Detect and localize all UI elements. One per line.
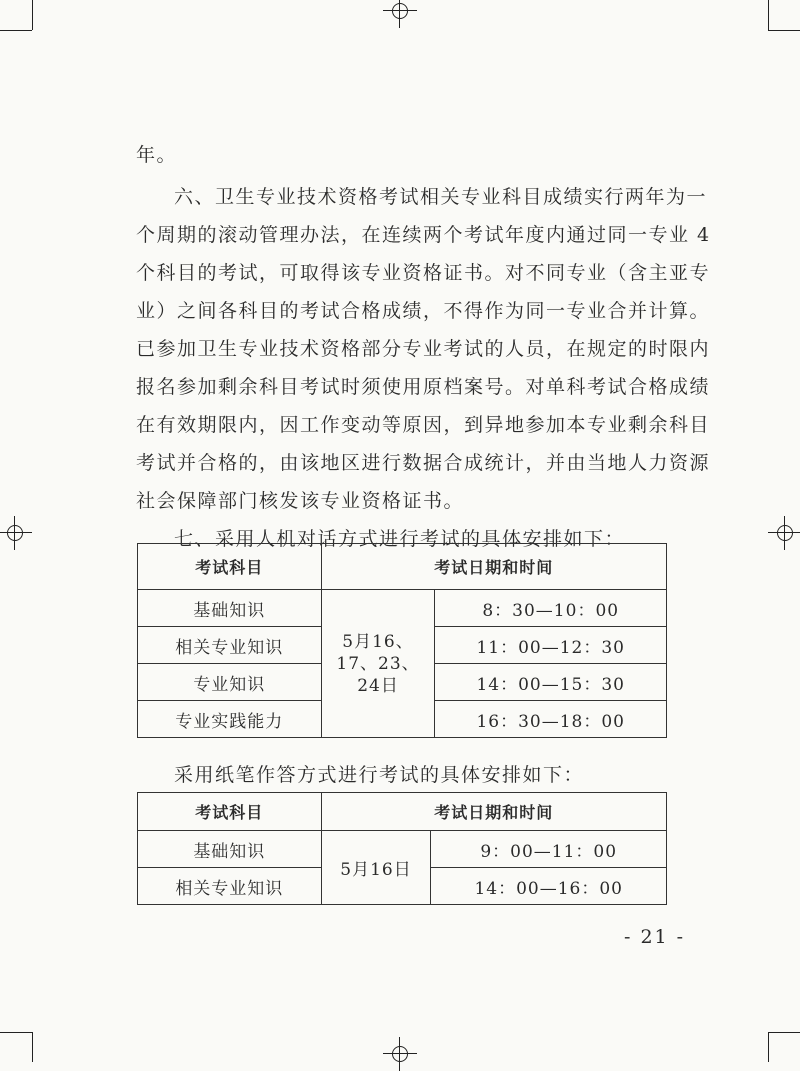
page-number: - 21 - xyxy=(624,926,686,948)
table-cell-subject: 基础知识 xyxy=(138,831,322,868)
table-cell-subject: 专业实践能力 xyxy=(138,701,322,738)
paragraph-line: 年。 xyxy=(136,144,178,166)
crop-mark xyxy=(0,1032,32,1033)
paper-exam-intro: 采用纸笔作答方式进行考试的具体安排如下： xyxy=(174,764,585,786)
crop-mark xyxy=(32,0,33,30)
paragraph-line: 考试并合格的，由该地区进行数据合成统计，并由当地人力资源 xyxy=(136,452,711,474)
table-cell-time: 8：30—10：00 xyxy=(435,590,667,627)
table-header-time: 考试日期和时间 xyxy=(321,793,666,831)
paragraph-line: 个周期的滚动管理办法，在连续两个考试年度内通过同一专业 4 xyxy=(136,224,711,246)
paper-exam-table xyxy=(137,792,667,905)
registration-mark-icon xyxy=(389,0,411,22)
table-cell-date xyxy=(321,831,431,905)
paragraph-line: 社会保障部门核发该专业资格证书。 xyxy=(136,490,465,512)
crop-mark xyxy=(768,1032,800,1033)
registration-mark-icon xyxy=(774,522,796,544)
paragraph-line: 在有效期限内，因工作变动等原因，到异地参加本专业剩余科目 xyxy=(136,414,711,436)
table-cell-subject: 专业知识 xyxy=(138,664,322,701)
crop-mark xyxy=(768,0,769,30)
computer-exam-table xyxy=(137,543,667,738)
exam-date: 5月16日 xyxy=(340,860,412,880)
crop-mark xyxy=(768,30,800,31)
crop-mark xyxy=(32,1032,33,1062)
crop-mark xyxy=(768,1032,769,1062)
exam-date: 5月16、17、23、24日 xyxy=(336,631,420,696)
table-cell-date xyxy=(321,590,435,738)
table-header-subject: 考试科目 xyxy=(138,793,322,831)
table-header-time: 考试日期和时间 xyxy=(321,544,666,590)
table-cell-time: 9：00—11：00 xyxy=(431,831,667,868)
paragraph-line: 已参加卫生专业技术资格部分专业考试的人员，在规定的时限内 xyxy=(136,338,711,360)
paragraph-line: 七、采用人机对话方式进行考试的具体安排如下： xyxy=(174,528,626,550)
paragraph-line: 六、卫生专业技术资格考试相关专业科目成绩实行两年为一 xyxy=(174,186,708,208)
table-cell-time: 14：00—15：30 xyxy=(435,664,667,701)
table-cell-time: 14：00—16：00 xyxy=(431,868,667,905)
table-header-subject: 考试科目 xyxy=(138,544,322,590)
registration-mark-icon xyxy=(4,522,26,544)
paragraph-line: 业）之间各科目的考试合格成绩，不得作为同一专业合并计算。 xyxy=(136,300,711,322)
table-cell-subject: 相关专业知识 xyxy=(138,868,322,905)
crop-mark xyxy=(0,30,32,31)
paragraph-line: 报名参加剩余科目考试时须使用原档案号。对单科考试合格成绩 xyxy=(136,376,711,398)
table-cell-subject: 基础知识 xyxy=(138,590,322,627)
paragraph-line: 个科目的考试，可取得该专业资格证书。对不同专业（含主亚专 xyxy=(136,262,711,284)
table-cell-time: 16：30—18：00 xyxy=(435,701,667,738)
table-cell-time: 11：00—12：30 xyxy=(435,627,667,664)
table-cell-subject: 相关专业知识 xyxy=(138,627,322,664)
